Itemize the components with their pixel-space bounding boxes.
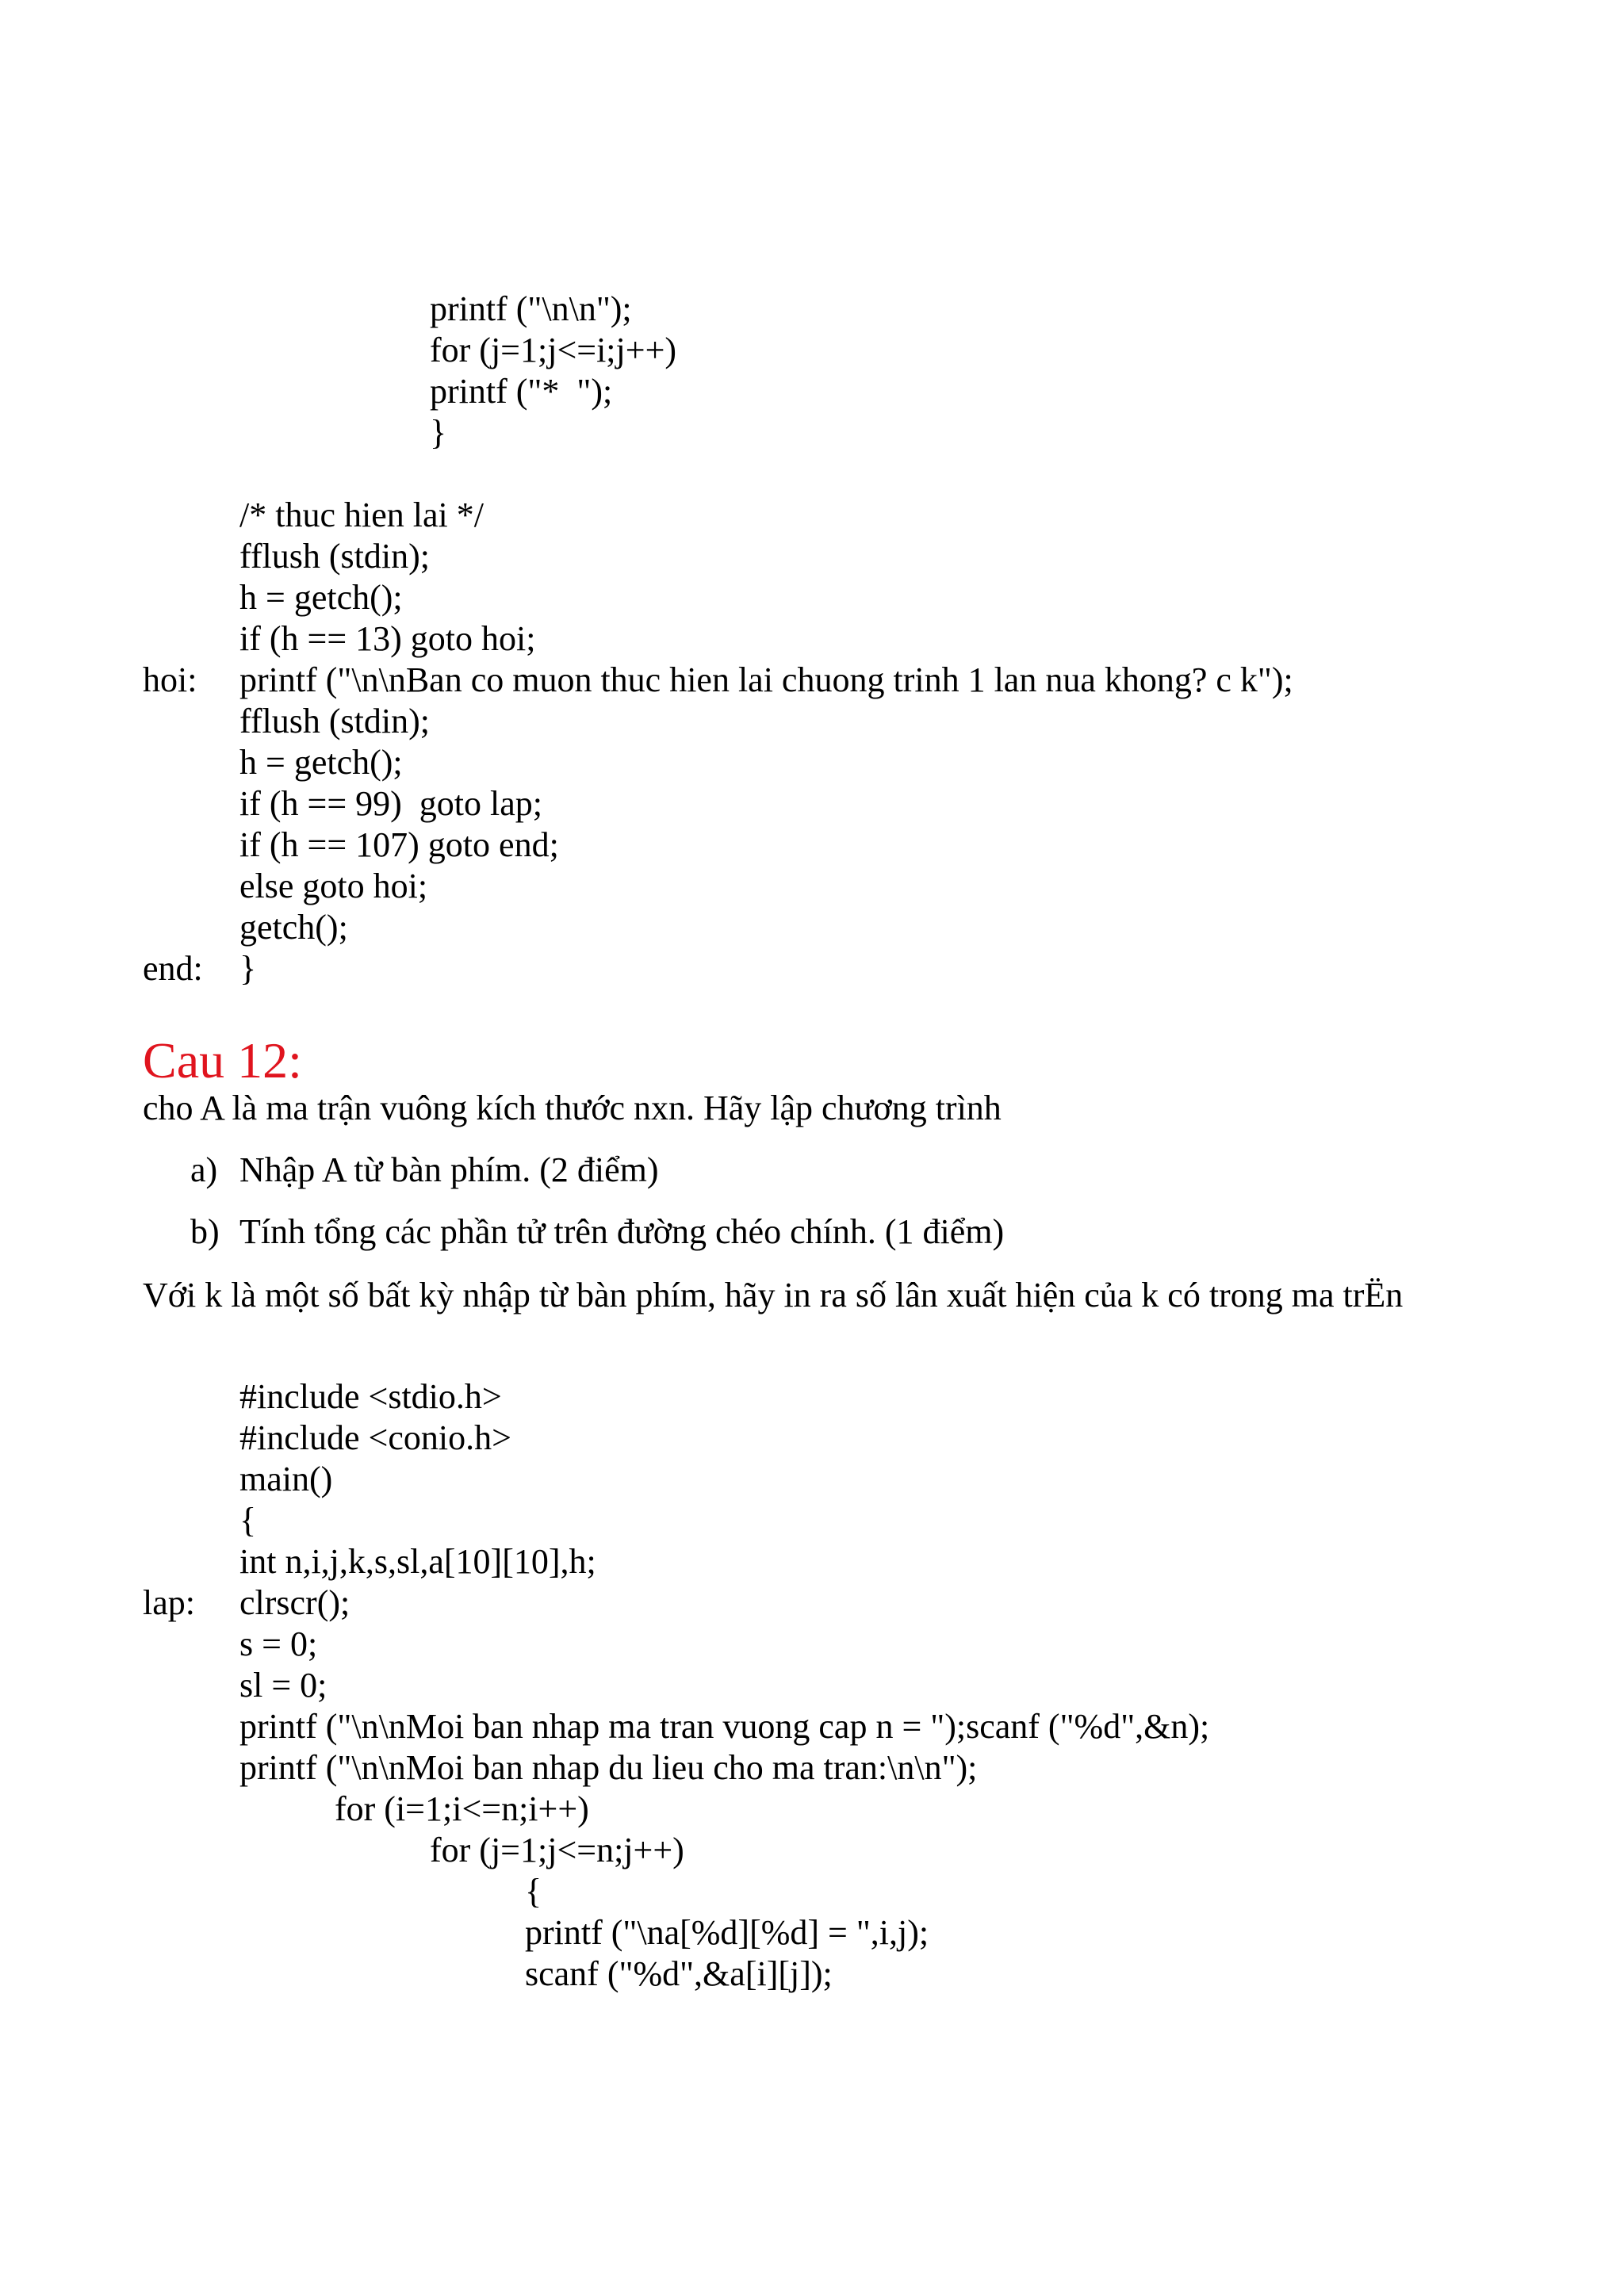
code-line: main()	[239, 1460, 333, 1498]
code-line: int n,i,j,k,s,sl,a[10][10],h;	[239, 1542, 596, 1581]
code-line: if (h == 99) goto lap;	[239, 784, 543, 823]
code-label-hoi: hoi:	[143, 660, 197, 699]
code-line: for (i=1;i<=n;i++)	[335, 1789, 589, 1828]
code-line: printf ("* ");	[430, 372, 613, 411]
list-item-marker: a)	[190, 1150, 218, 1189]
list-item: Tính tổng các phần tử trên đường chéo chính. (1 điểm)	[239, 1212, 1005, 1251]
code-line: #include <conio.h>	[239, 1418, 511, 1457]
code-line: for (j=1;j<=n;j++)	[430, 1831, 684, 1869]
code-line: s = 0;	[239, 1624, 318, 1663]
code-line: fflush (stdin);	[239, 537, 430, 576]
code-line: h = getch();	[239, 578, 403, 617]
code-line: }	[430, 413, 447, 452]
code-line: clrscr();	[239, 1583, 350, 1622]
code-line: fflush (stdin);	[239, 702, 430, 740]
code-line: printf ("\n\nMoi ban nhap du lieu cho ma tran:\n\n");	[239, 1748, 978, 1787]
code-label-lap: lap:	[143, 1583, 195, 1622]
code-line: printf ("\n\nBan co muon thuc hien lai chuong trinh 1 lan nua khong? c k");	[239, 660, 1293, 699]
code-line: scanf ("%d",&a[i][j]);	[525, 1954, 833, 1993]
code-line: getch();	[239, 908, 348, 947]
code-line: sl = 0;	[239, 1666, 327, 1705]
code-line: else goto hoi;	[239, 867, 428, 905]
code-line: h = getch();	[239, 743, 403, 782]
problem-intro: cho A là ma trận vuông kích thước nxn. Hãy lập chương trình	[143, 1089, 1002, 1127]
code-label-end: end:	[143, 949, 203, 988]
list-item: Nhập A từ bàn phím. (2 điểm)	[239, 1150, 659, 1189]
code-line: {	[525, 1872, 542, 1911]
code-line: printf ("\na[%d][%d] = ",i,j);	[525, 1913, 929, 1952]
list-item-marker: b)	[190, 1212, 220, 1251]
code-line: #include <stdio.h>	[239, 1377, 502, 1416]
code-line: for (j=1;j<=i;j++)	[430, 331, 677, 369]
code-line: {	[239, 1501, 257, 1540]
code-comment: /* thuc hien lai */	[239, 496, 484, 534]
code-line: printf ("\n\nMoi ban nhap ma tran vuong cap n = ");scanf ("%d",&n);	[239, 1707, 1210, 1746]
code-line: printf ("\n\n");	[430, 289, 632, 328]
code-line: if (h == 107) goto end;	[239, 825, 559, 864]
code-line: }	[239, 949, 257, 988]
code-line: if (h == 13) goto hoi;	[239, 619, 536, 658]
section-heading: Cau 12:	[143, 1032, 302, 1089]
problem-task: Với k là một số bất kỳ nhập từ bàn phím, hãy in ra số lân xuất hiện của k có trong ma trËn	[143, 1276, 1404, 1314]
